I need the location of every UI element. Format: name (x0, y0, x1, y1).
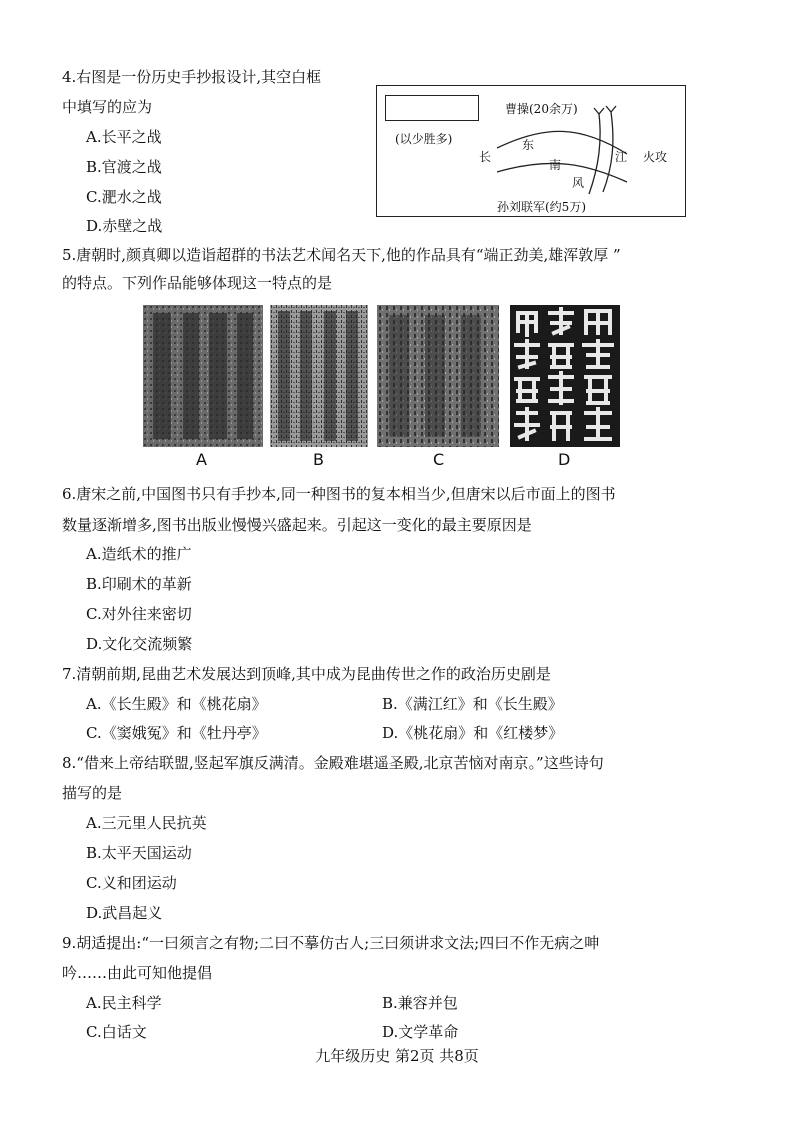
q5-stem-line2: 的特点。下列作品能够体现这一特点的是 (62, 274, 333, 292)
q5-stem-line1: 5.唐朝时,颜真卿以造诣超群的书法艺术闻名天下,他的作品具有“端正劲美,雄浑敦厚 ” (62, 246, 621, 264)
q7-option-a[interactable]: A.《长生殿》和《桃花扇》 (86, 695, 267, 713)
q8-option-d[interactable]: D.武昌起义 (86, 904, 163, 922)
calligraphy-image-a[interactable] (143, 305, 263, 447)
q7-option-c[interactable]: C.《窦娥冤》和《牡丹亭》 (86, 724, 267, 742)
q8-stem-line1: 8.“借来上帝结联盟,竖起军旗反满清。金殿难堪遥圣殿,北京苦恼对南京。”这些诗句 (62, 754, 604, 772)
caption-c: C (433, 450, 445, 469)
q4-option-a[interactable]: A.长平之战 (86, 128, 162, 146)
q8-option-a[interactable]: A.三元里人民抗英 (86, 814, 207, 832)
battle-diagram (376, 85, 686, 217)
q8-option-c[interactable]: C.义和团运动 (86, 874, 177, 892)
q7-option-b[interactable]: B.《满江红》和《长生殿》 (382, 695, 563, 713)
diagram-nan: 南 (549, 158, 562, 172)
diagram-dong: 东 (522, 138, 535, 152)
q9-option-d[interactable]: D.文学革命 (382, 1023, 459, 1041)
q6-stem-line1: 6.唐宋之前,中国图书只有手抄本,同一种图书的复本相当少,但唐宋以后市面上的图书 (62, 485, 616, 503)
diagram-fire: 火攻 (643, 150, 668, 164)
q9-stem-line2: 吟……由此可知他提倡 (62, 964, 213, 982)
q4-option-b[interactable]: B.官渡之战 (86, 158, 162, 176)
q9-stem-line1: 9.胡适提出:“一曰须言之有物;二曰不摹仿古人;三曰须讲求文法;四曰不作无病之呻 (62, 934, 600, 952)
q4-option-c[interactable]: C.淝水之战 (86, 188, 162, 206)
q6-option-b[interactable]: B.印刷术的革新 (86, 575, 192, 593)
q9-option-b[interactable]: B.兼容并包 (382, 994, 458, 1012)
calligraphy-image-d[interactable] (510, 305, 620, 447)
diagram-chang: 长 (479, 150, 492, 164)
calligraphy-image-c[interactable] (377, 305, 499, 447)
caption-d: D (558, 450, 571, 469)
diagram-jiang: 江 (615, 150, 628, 164)
q4-stem-line2: 中填写的应为 (62, 98, 153, 116)
q4-stem-line1: 4.右图是一份历史手抄报设计,其空白框 (62, 68, 322, 86)
q8-stem-line2: 描写的是 (62, 784, 123, 802)
q7-stem: 7.清朝前期,昆曲艺术发展达到顶峰,其中成为昆曲传世之作的政治历史剧是 (62, 665, 551, 683)
calligraphy-image-b[interactable] (270, 305, 368, 447)
q6-option-c[interactable]: C.对外往来密切 (86, 605, 192, 623)
diagram-allies: 孙刘联军(约5万) (497, 200, 586, 214)
q9-option-c[interactable]: C.白话文 (86, 1023, 147, 1041)
q9-option-a[interactable]: A.民主科学 (86, 994, 162, 1012)
q7-option-d[interactable]: D.《桃花扇》和《红楼梦》 (382, 724, 564, 742)
q4-option-d[interactable]: D.赤壁之战 (86, 217, 163, 235)
caption-a: A (196, 450, 207, 469)
diagram-note: (以少胜多) (395, 132, 453, 146)
q8-option-b[interactable]: B.太平天国运动 (86, 844, 192, 862)
caption-b: B (313, 450, 324, 469)
page-footer: 九年级历史 第2页 共8页 (315, 1047, 479, 1065)
q6-option-d[interactable]: D.文化交流频繁 (86, 635, 193, 653)
q6-option-a[interactable]: A.造纸术的推广 (86, 545, 192, 563)
diagram-cao-label: 曹操(20余万) (505, 102, 578, 116)
diagram-feng: 风 (572, 176, 585, 190)
q6-stem-line2: 数量逐渐增多,图书出版业慢慢兴盛起来。引起这一变化的最主要原因是 (62, 516, 532, 534)
